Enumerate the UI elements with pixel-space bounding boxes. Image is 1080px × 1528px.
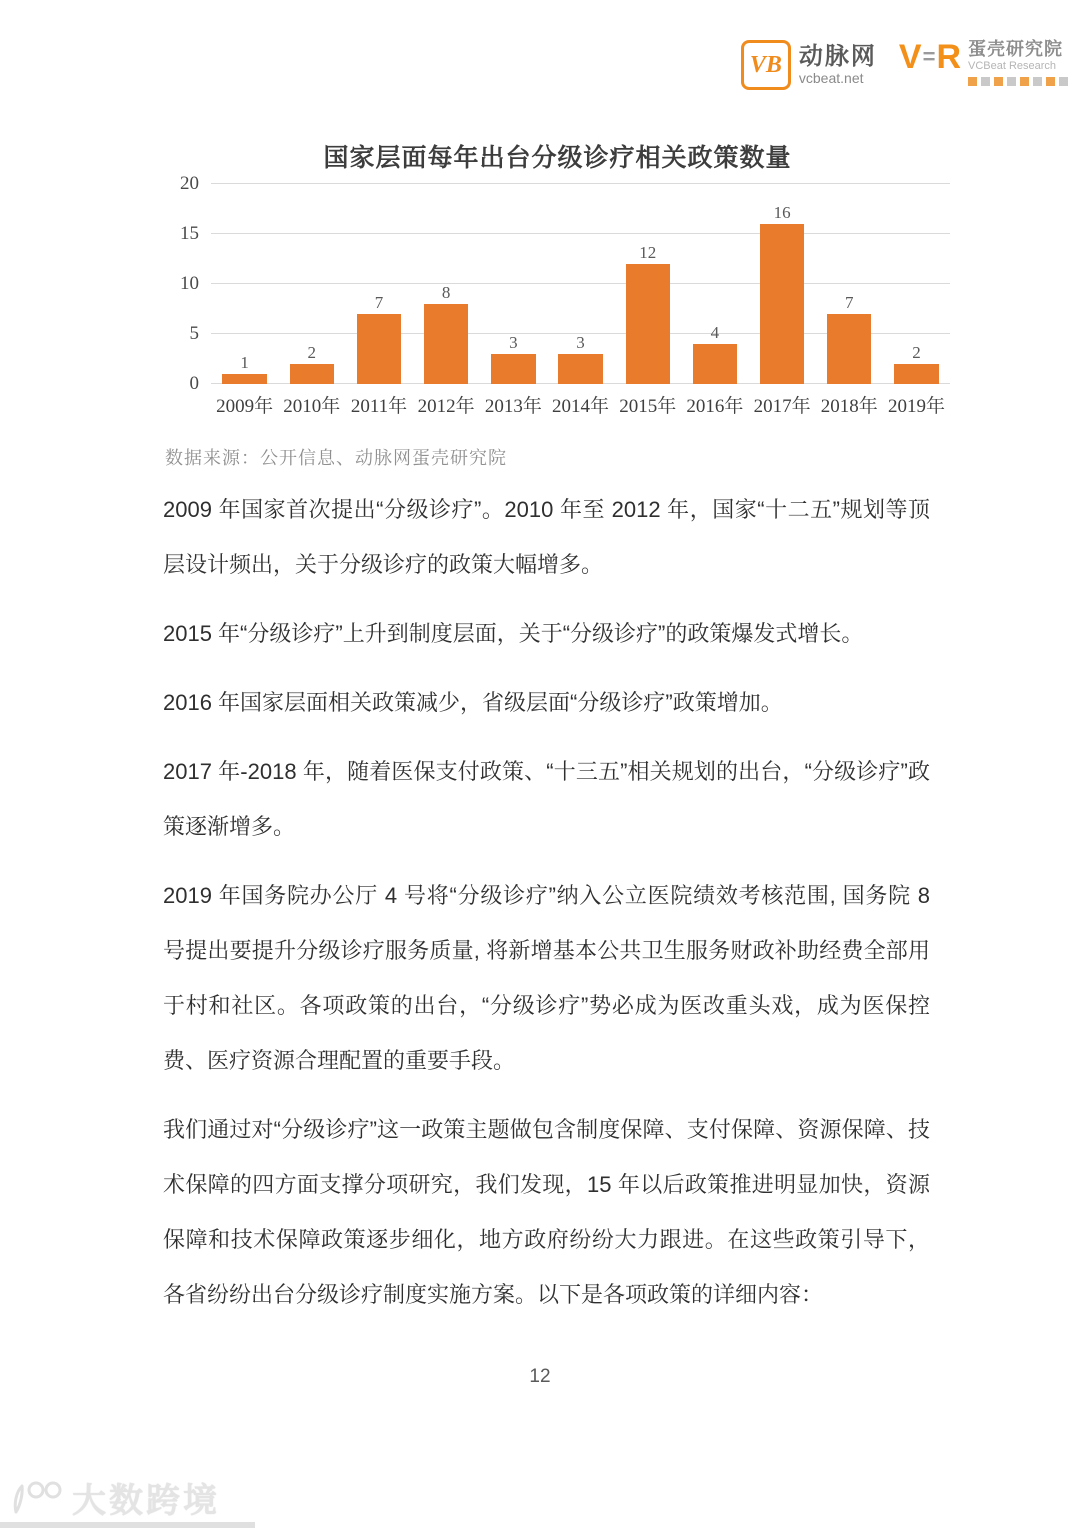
bar-value-label: 7 [374, 293, 384, 312]
watermark-logo-icon [8, 1478, 66, 1518]
x-tick-label: 2012年 [417, 396, 475, 417]
bar-value-label: 1 [240, 353, 249, 372]
vbr-mark-r: R [936, 38, 961, 76]
bar-2014年 [558, 354, 602, 384]
page-number: 12 [529, 1366, 551, 1387]
bar-slot [413, 184, 480, 384]
bar-2017年 [760, 224, 804, 384]
vbr-mark-v: V [898, 38, 922, 76]
y-tick-label: 0 [189, 373, 199, 394]
vcbeat-logo-monogram: VB [749, 51, 782, 78]
vbr-brand-name: 蛋壳研究院 [968, 39, 1063, 59]
paragraph: 2016 年国家层面相关政策减少，省级层面“分级诊疗”政策增加。 [163, 690, 783, 715]
bar-value-label: 7 [845, 293, 854, 312]
header-logos [741, 40, 1068, 90]
bar-slot [547, 184, 614, 384]
x-axis-labels [211, 391, 950, 418]
policy-bar-chart [165, 138, 950, 470]
plot-area [211, 184, 950, 384]
vcbeat-brand-name: 动脉网 [798, 43, 877, 71]
bar-slot [883, 184, 950, 384]
bar-value-label: 2 [912, 343, 921, 362]
bar-2015年 [626, 264, 670, 384]
bar-2013年 [491, 354, 535, 384]
bar-2018年 [827, 314, 871, 384]
bar-2009年 [222, 374, 266, 384]
bar-slot [278, 184, 345, 384]
vcbeat-logo-text [799, 44, 877, 86]
x-tick-label: 2016年 [686, 396, 744, 417]
watermark-text: 大数跨境 [72, 1482, 220, 1520]
chart-title: 国家层面每年出台分级诊疗相关政策数量 [323, 145, 792, 172]
vbr-brand-subtitle: VCBeat Research [968, 59, 1057, 72]
bar-value-label: 3 [576, 333, 585, 352]
paragraph: 2017 年-2018 年，随着医保支付政策、“十三五”相关规划的出台，“分级诊疗”政策逐渐增多。 [163, 759, 930, 839]
x-axis [165, 391, 950, 418]
vcbeat-domain: vcbeat.net [798, 70, 864, 87]
vbr-mark-eq: = [922, 44, 936, 69]
bar-2012年 [424, 304, 468, 384]
vbr-tagline-blocks [968, 77, 1068, 86]
y-tick-label: 15 [180, 223, 199, 244]
bar-value-label: 4 [710, 323, 720, 342]
chart-body [165, 173, 950, 394]
bar-slot [816, 184, 883, 384]
paragraph: 2009 年国家首次提出“分级诊疗”。2010 年至 2012 年，国家“十二五”规划等顶层设计频出，关于分级诊疗的政策大幅增多。 [163, 497, 930, 577]
bar-value-label: 16 [773, 203, 791, 222]
source-note: 数据来源：公开信息、动脉网蛋壳研究院 [165, 448, 507, 468]
y-axis [165, 173, 211, 394]
x-tick-label: 2010年 [283, 396, 341, 417]
x-tick-label: 2013年 [484, 396, 542, 417]
x-tick-label: 2009年 [216, 396, 274, 417]
y-tick-label: 20 [180, 173, 199, 194]
watermark-strip [0, 1522, 255, 1528]
bars [211, 184, 950, 384]
vbr-research-logo [899, 40, 1068, 86]
bar-value-label: 12 [639, 243, 657, 262]
x-tick-label: 2018年 [820, 396, 878, 417]
vcbeat-logo [741, 40, 877, 90]
bar-2019年 [894, 364, 938, 384]
bar-2016年 [693, 344, 737, 384]
x-tick-label: 2011年 [350, 396, 408, 417]
bar-2010年 [290, 364, 334, 384]
vbr-logo-icon [899, 40, 961, 74]
paragraph: 2015 年“分级诊疗”上升到制度层面，关于“分级诊疗”的政策爆发式增长。 [163, 621, 864, 646]
bar-value-label: 2 [307, 343, 317, 362]
vbr-logo-text [968, 40, 1068, 86]
watermark [8, 1473, 220, 1522]
bar-slot [345, 184, 412, 384]
paragraph: 我们通过对“分级诊疗”这一政策主题做包含制度保障、支付保障、资源保障、技术保障的四方面支撑分项研究，我们发现，15 年以后政策推进明显加快，资源保障和技术保障政策逐步细化，地方政府纷纷大力跟进。在这些政策引导下，各省纷纷出台分级诊疗制度实施方案。以下是各项政策的详细内容： [163, 1117, 930, 1307]
bar-value-label: 8 [441, 283, 451, 302]
y-tick-label: 10 [180, 273, 199, 294]
bar-2011年 [357, 314, 401, 384]
bar-slot [480, 184, 547, 384]
x-axis-spacer [165, 391, 211, 418]
body-paragraphs [0, 482, 1080, 1336]
x-tick-label: 2019年 [887, 396, 945, 417]
x-tick-label: 2015年 [619, 396, 677, 417]
paragraph: 2019 年国务院办公厅 4 号将“分级诊疗”纳入公立医院绩效考核范围, 国务院 8 号提出要提升分级诊疗服务质量, 将新增基本公共卫生服务财政补助经费全部用于村和社区。各项政策的出台，“分级诊疗”势必成为医改重头戏，成为医保控费、医疗资源合理配置的重要手段。 [163, 883, 930, 1073]
bar-value-label: 3 [509, 333, 518, 352]
bar-slot [749, 184, 816, 384]
bar-slot [211, 184, 278, 384]
bar-slot [681, 184, 748, 384]
bar-slot [614, 184, 681, 384]
x-tick-label: 2014年 [552, 396, 610, 417]
x-tick-label: 2017年 [753, 396, 811, 417]
vcbeat-logo-icon [741, 40, 791, 90]
y-tick-label: 5 [189, 323, 199, 344]
